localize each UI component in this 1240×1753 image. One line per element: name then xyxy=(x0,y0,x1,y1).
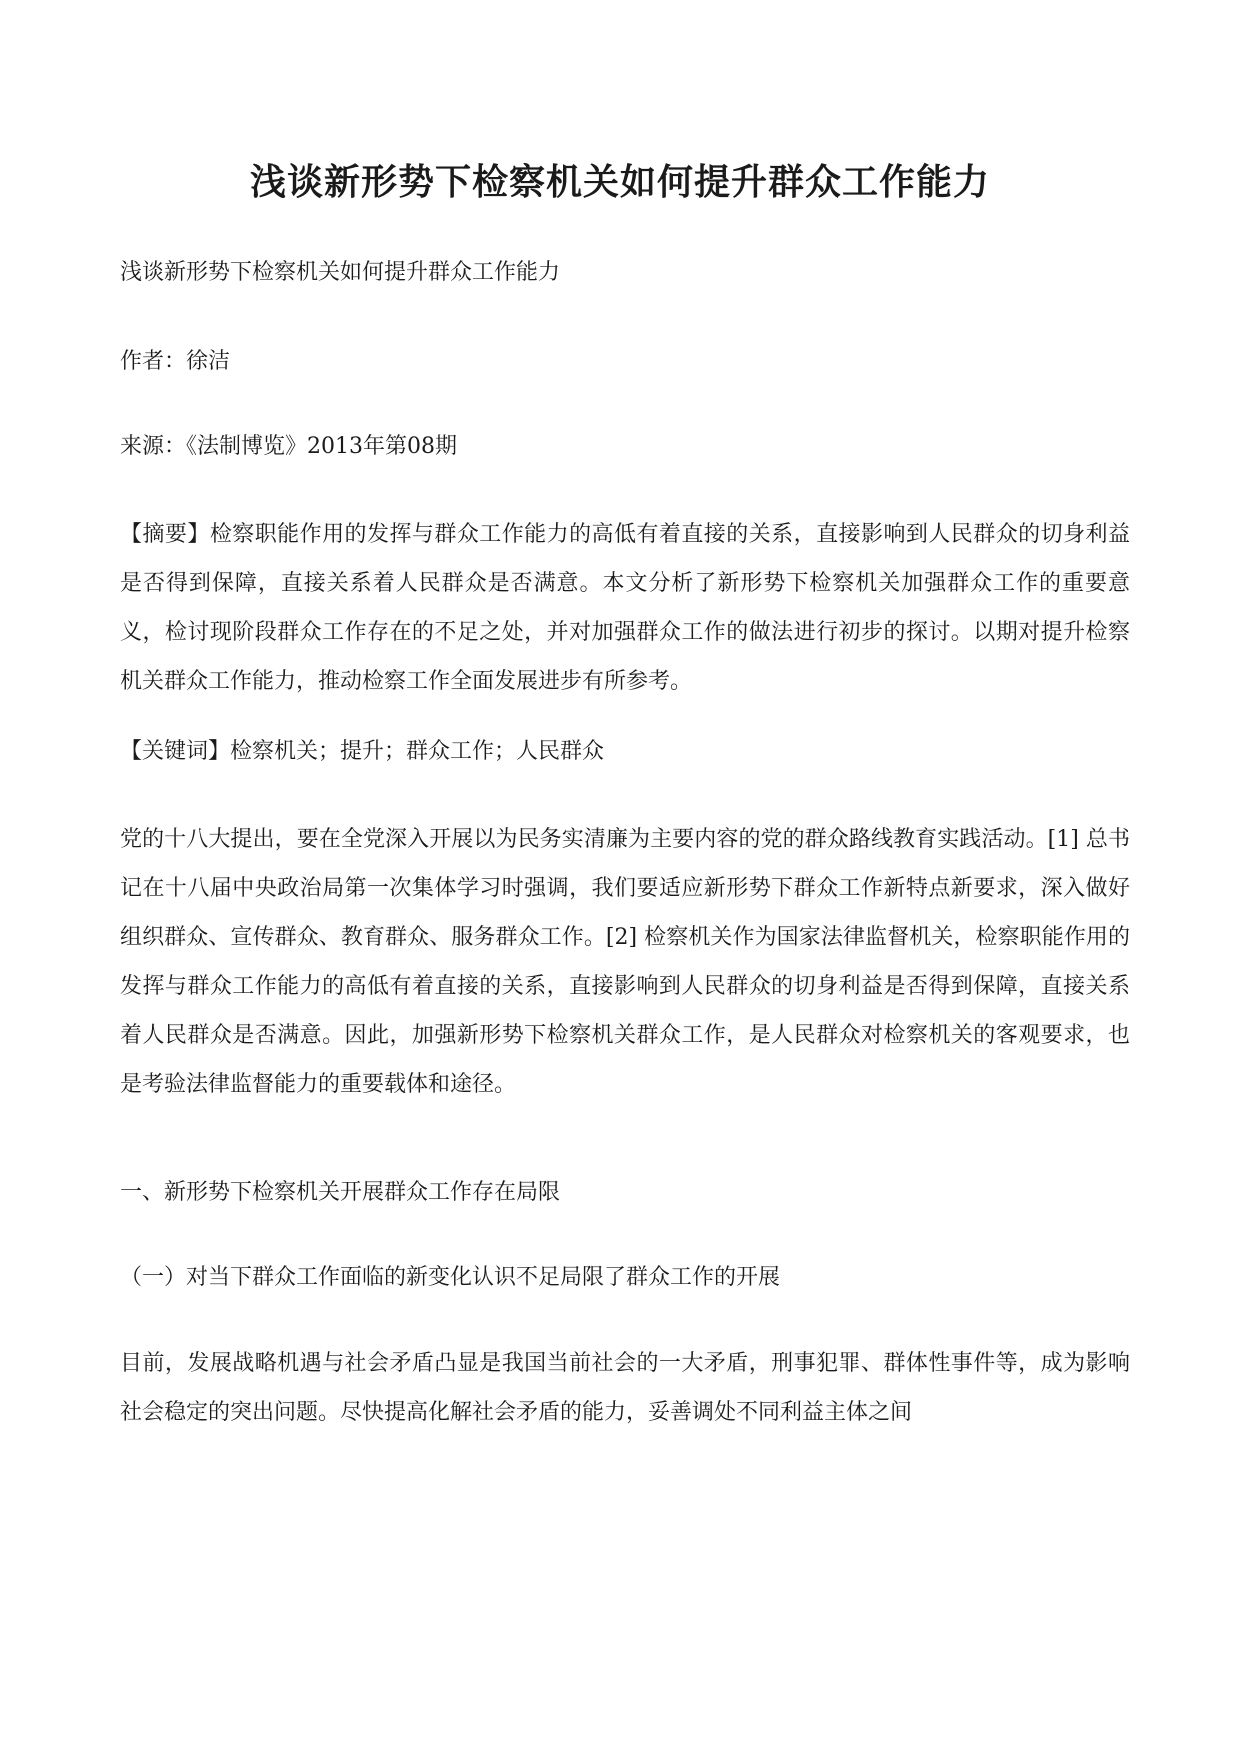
body-paragraph-1: 目前，发展战略机遇与社会矛盾凸显是我国当前社会的一大矛盾，刑事犯罪、群体性事件等，成为影响社会稳定的突出问题。尽快提高化解社会矛盾的能力，妥善调处不同利益主体之间 xyxy=(120,1351,1130,1425)
abstract-paragraph: 【摘要】检察职能作用的发挥与群众工作能力的高低有着直接的关系，直接影响到人民群众的切身利益是否得到保障，直接关系着人民群众是否满意。本文分析了新形势下检察机关加强群众工作的重要意义，检讨现阶段群众工作存在的不足之处，并对加强群众工作的做法进行初步的探讨。以期对提升检察机关群众工作能力，推动检察工作全面发展进步有所参考。 xyxy=(120,522,1130,694)
article-subtitle: 浅谈新形势下检察机关如何提升群众工作能力 xyxy=(120,260,561,285)
subsection-heading-1-1: （一）对当下群众工作面临的新变化认识不足局限了群众工作的开展 xyxy=(120,1265,781,1290)
source-line: 来源：《法制博览》2013年第08期 xyxy=(120,434,457,459)
author-line: 作者：徐洁 xyxy=(120,349,231,374)
intro-paragraph: 党的十八大提出，要在全党深入开展以为民务实清廉为主要内容的党的群众路线教育实践活动。[1] 总书记在十八届中央政治局第一次集体学习时强调，我们要适应新形势下群众工作新特点新要求，深入做好组织群众、宣传群众、教育群众、服务群众工作。[2] 检察机关作为国家法律监督机关，检察职能作用的发挥与群众工作能力的高低有着直接的关系，直接影响到人民群众的切身利益是否得到保障，直接关系着人民群众是否满意。因此，加强新形势下检察机关群众工作，是人民群众对检察机关的客观要求，也是考验法律监督能力的重要载体和途径。 xyxy=(120,827,1130,1097)
document-title: 浅谈新形势下检察机关如何提升群众工作能力 xyxy=(249,161,990,203)
keywords-line: 【关键词】检察机关；提升；群众工作；人民群众 xyxy=(120,739,605,764)
section-heading-1: 一、新形势下检察机关开展群众工作存在局限 xyxy=(120,1180,561,1205)
